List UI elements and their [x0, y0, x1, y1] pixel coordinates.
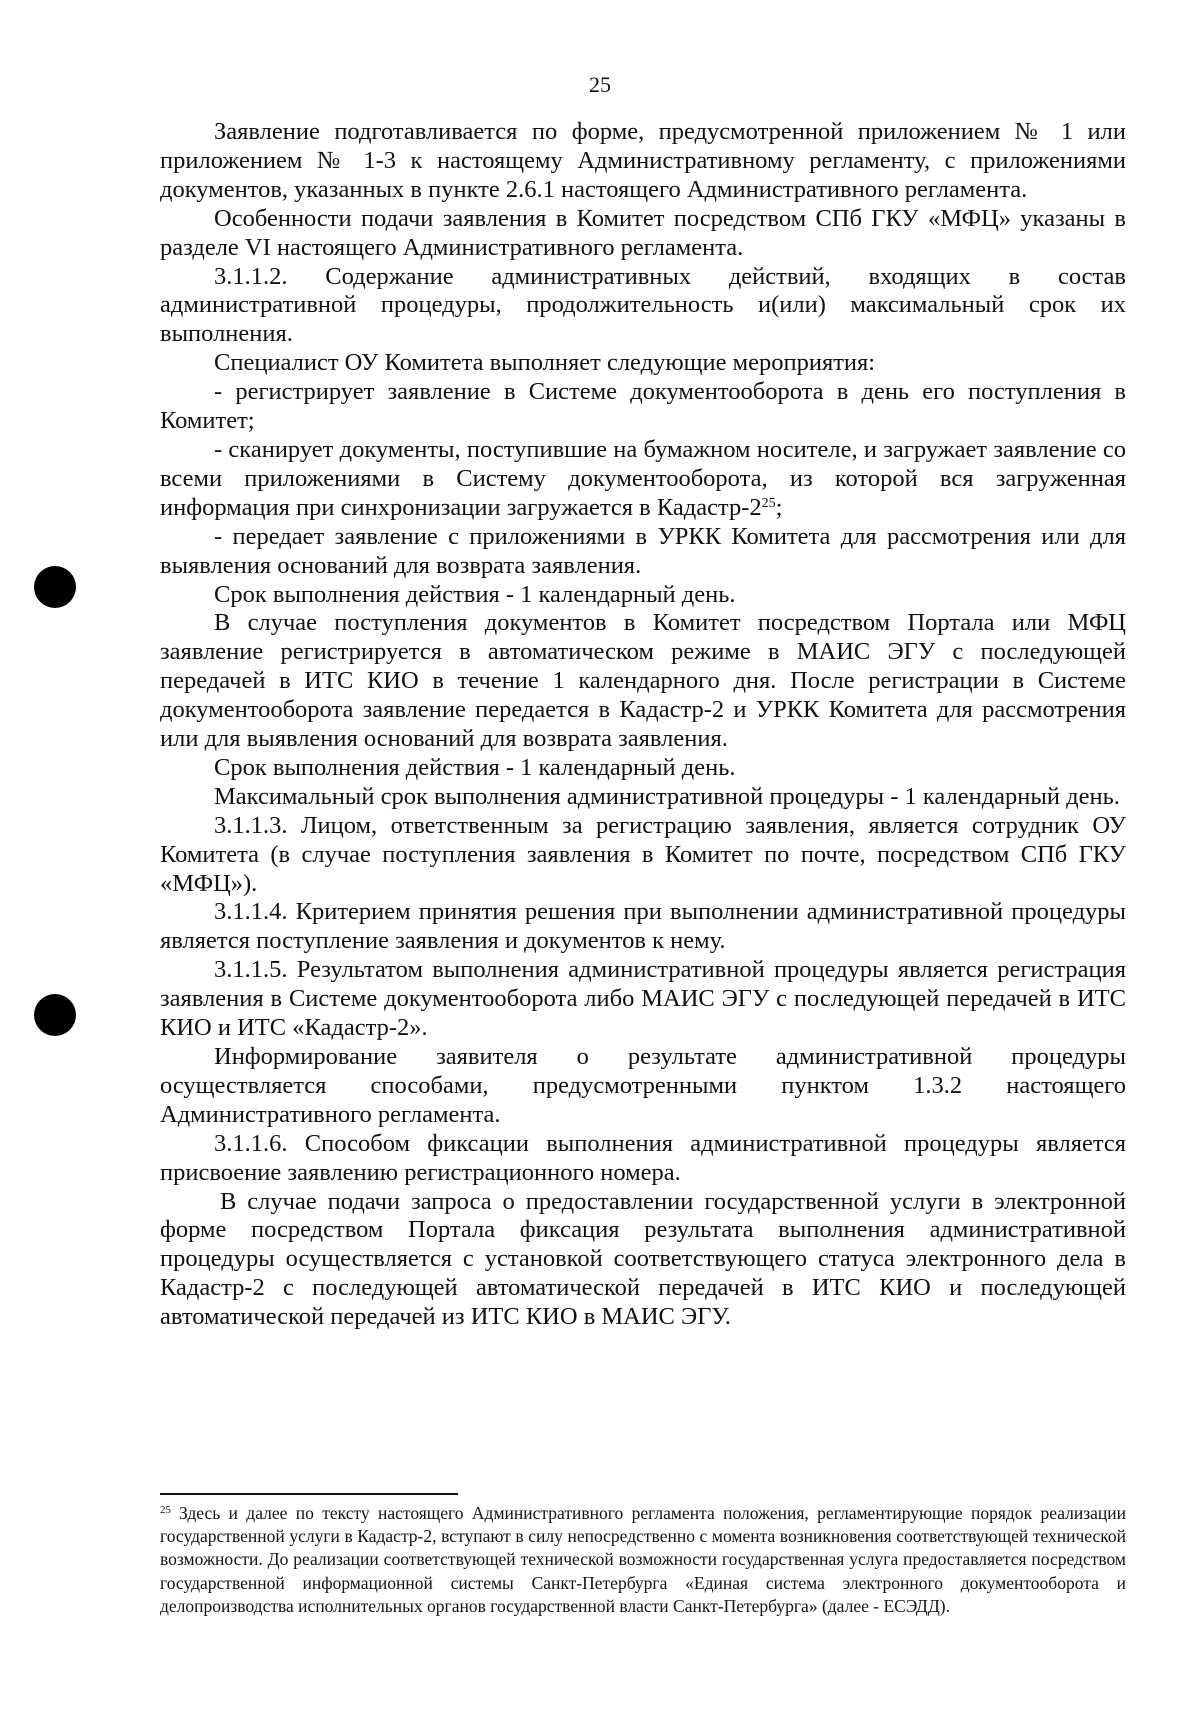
- footnote-ref-suffix: ;: [775, 493, 783, 521]
- list-item: [160, 436, 1126, 523]
- paragraph: Срок выполнения действия - 1 календарный день.: [214, 580, 736, 608]
- page-number: 25: [589, 72, 611, 97]
- list-item: - передает заявление с приложениями в УРКК Комитета для рассмотрения или для выявления оснований для возврата заявления.: [160, 522, 1126, 579]
- paragraph: 3.1.1.3. Лицом, ответственным за регистрацию заявления, является сотрудник ОУ Комитета (в случае поступления заявления в Комитет по почте, посредством СПб ГКУ «МФЦ»).: [160, 811, 1126, 897]
- paragraph: 3.1.1.4. Критерием принятия решения при выполнении административной процедуры является поступление заявления и документов к нему.: [160, 898, 1126, 955]
- paragraph: Специалист ОУ Комитета выполняет следующие мероприятия:: [214, 349, 876, 377]
- paragraph-text: - сканирует документы, поступившие на бумажном носителе, и загружает заявление со всеми приложениями в Систему документооборота, из которой вся загруженная информация при синхронизации загружается в Кадастр-2: [160, 435, 1126, 521]
- footnote: [160, 1502, 1126, 1618]
- footnote-number: 25: [160, 1504, 171, 1516]
- paragraph: 3.1.1.2. Содержание административных действий, входящих в состав административной процедуры, продолжительность и(или) максимальный срок их выполнения.: [160, 262, 1126, 348]
- paragraph: В случае подачи запроса о предоставлении государственной услуги в электронной форме посредством Портала фиксация результата выполнения административной процедуры осуществляется с установкой соответствующего статуса электронного дела в Кадастр-2 с последующей автоматической передачей в ИТС КИО и последующей автоматической передачей из ИТС КИО в МАИС ЭГУ.: [160, 1187, 1126, 1331]
- paragraph: Информирование заявителя о результате административной процедуры осуществляется способами, предусмотренными пунктом 1.3.2 настоящего Административного регламента.: [160, 1043, 1126, 1128]
- paragraph: В случае поступления документов в Комитет посредством Портала или МФЦ заявление регистрируется в автоматическом режиме в МАИС ЭГУ с последующей передачей в ИТС КИО в течение 1 календарного дня. После регистрации в Системе документооборота заявление передается в Кадастр-2 и УРКК Комитета для рассмотрения или для выявления оснований для возврата заявления.: [160, 609, 1126, 753]
- punch-hole-dot: [34, 566, 76, 608]
- paragraph: Особенности подачи заявления в Комитет посредством СПб ГКУ «МФЦ» указаны в разделе VI настоящего Административного регламента.: [160, 204, 1126, 261]
- paragraph: Заявление подготавливается по форме, предусмотренной приложением № 1 или приложением № 1-3 к настоящему Административному регламенту, с приложениями документов, указанных в пункте 2.6.1 настоящего Административного регламента.: [160, 118, 1126, 203]
- footnote-separator: [160, 1493, 458, 1495]
- paragraph: Максимальный срок выполнения административной процедуры - 1 календарный день.: [214, 782, 1120, 810]
- document-body: [160, 118, 1126, 1332]
- list-item: - регистрирует заявление в Системе документооборота в день его поступления в Комитет;: [160, 378, 1126, 435]
- footnote-reference: 25: [761, 495, 776, 511]
- paragraph: 3.1.1.6. Способом фиксации выполнения административной процедуры является присвоение заявлению регистрационного номера.: [160, 1129, 1126, 1186]
- footnote-text: Здесь и далее по тексту настоящего Административного регламента положения, регламентирующие порядок реализации государственной услуги в Кадастр-2, вступают в силу непосредственно с момента возникновения соответствующей технической возможности. До реализации соответствующей технической возможности государственная услуга предоставляется посредством государственной информационной системы Санкт-Петербурга «Единая система электронного документооборота и делопроизводства исполнительных органов государственной власти Санкт-Петербурга» (далее - ЕСЭДД).: [160, 1503, 1126, 1616]
- paragraph: Срок выполнения действия - 1 календарный день.: [214, 753, 736, 781]
- paragraph: 3.1.1.5. Результатом выполнения административной процедуры является регистрация заявления в Системе документооборота либо МАИС ЭГУ с последующей передачей в ИТС КИО и ИТС «Кадастр-2».: [160, 956, 1126, 1042]
- punch-hole-dot: [34, 994, 76, 1036]
